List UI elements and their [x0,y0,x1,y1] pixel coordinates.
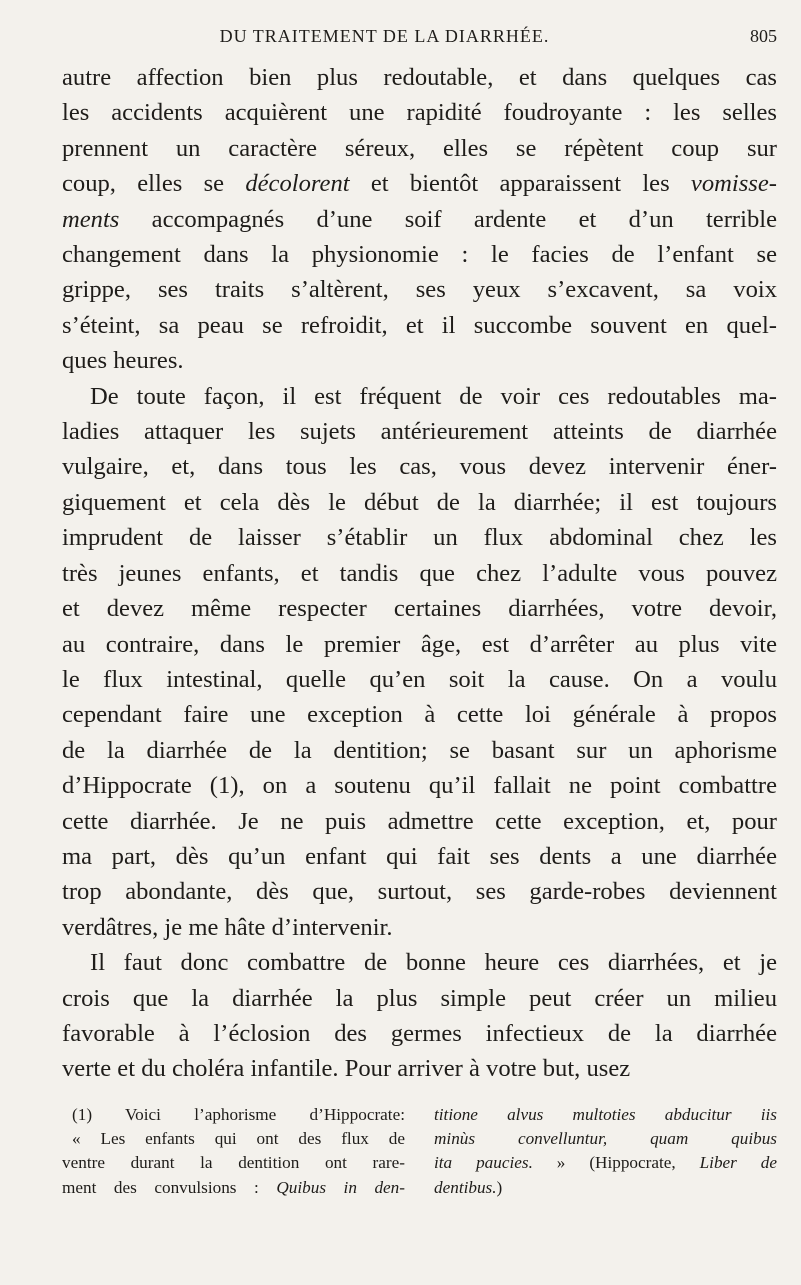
text-line: vulgaire, et, dans tous les cas, vous devez intervenir éner- [62,453,777,481]
text-line: crois que la diarrhée la plus simple peut créer un milieu [62,984,777,1012]
text-line: d’Hippocrate (1), on a soutenu qu’il fallait ne point combattre [62,772,777,800]
text-line: Il faut donc combattre de bonne heure ces diarrhées, et je [90,949,777,977]
text-line: les accidents acquièrent une rapidité foudroyante : les selles [62,99,777,127]
text-line: très jeunes enfants, et tandis que chez l’adulte vous pouvez [62,559,777,587]
text-line: et devez même respecter certaines diarrhées, votre devoir, [62,595,777,623]
running-head: DU TRAITEMENT DE LA DIARRHÉE. [219,26,550,46]
footnote-line: dentibus.) [434,1177,503,1197]
page-header [62,20,777,50]
text-line: De toute façon, il est fréquent de voir ces redoutables ma- [90,382,777,410]
page-number: 805 [750,26,777,46]
text-line: prennent un caractère séreux, elles se répètent coup sur [62,134,777,162]
footnote-line: (1) Voici l’aphorisme d’Hippocrate: [72,1105,405,1124]
footnote-line: minùs convelluntur, quam quibus [434,1129,777,1149]
text-line: grippe, ses traits s’altèrent, ses yeux s’excavent, sa voix [62,276,777,304]
footnote-line: ita paucies. » (Hippocrate, Liber de [434,1153,777,1173]
text-line: verdâtres, je me hâte d’intervenir. [62,913,393,941]
footnote-line: titione alvus multoties abducitur iis [434,1105,777,1124]
text-line: ladies attaquer les sujets antérieurement atteints de diarrhée [62,418,777,446]
text-line: giquement et cela dès le début de la diarrhée; il est toujours [62,488,777,516]
footnote [62,1103,777,1200]
text-line: ma part, dès qu’un enfant qui fait ses dents a une diarrhée [62,842,777,870]
footnote-line: ventre durant la dentition ont rare- [62,1153,405,1173]
body-text [62,60,777,1087]
text-line: changement dans la physionomie : le facies de l’enfant se [62,241,777,269]
footnote-left-column [62,1103,405,1200]
text-line: autre affection bien plus redoutable, et dans quelques cas [62,64,777,91]
text-line: favorable à l’éclosion des germes infectieux de la diarrhée [62,1019,777,1047]
text-line: cette diarrhée. Je ne puis admettre cette exception, et, pour [62,807,777,835]
text-line: coup, elles se décolorent et bientôt apparaissent les vomisse- [62,170,777,198]
footnote-right-column [434,1103,777,1200]
text-line: de la diarrhée de la dentition; se basant sur un aphorisme [62,736,777,764]
text-line: le flux intestinal, quelle qu’en soit la cause. On a voulu [62,665,777,693]
text-line: verte et du choléra infantile. Pour arriver à votre but, usez [62,1055,631,1083]
text-line: imprudent de laisser s’établir un flux abdominal chez les [62,524,777,552]
text-line: cependant faire une exception à cette loi générale à propos [62,701,777,729]
text-line: trop abondante, dès que, surtout, ses garde-robes deviennent [62,878,777,906]
footnote-line: « Les enfants qui ont des flux de [72,1129,405,1149]
text-line: ments accompagnés d’une soif ardente et d’un terrible [62,205,777,233]
footnote-line: ment des convulsions : Quibus in den- [62,1177,405,1197]
text-line: s’éteint, sa peau se refroidit, et il succombe souvent en quel- [62,311,777,339]
text-line: ques heures. [62,347,184,375]
text-line: au contraire, dans le premier âge, est d’arrêter au plus vite [62,630,777,658]
